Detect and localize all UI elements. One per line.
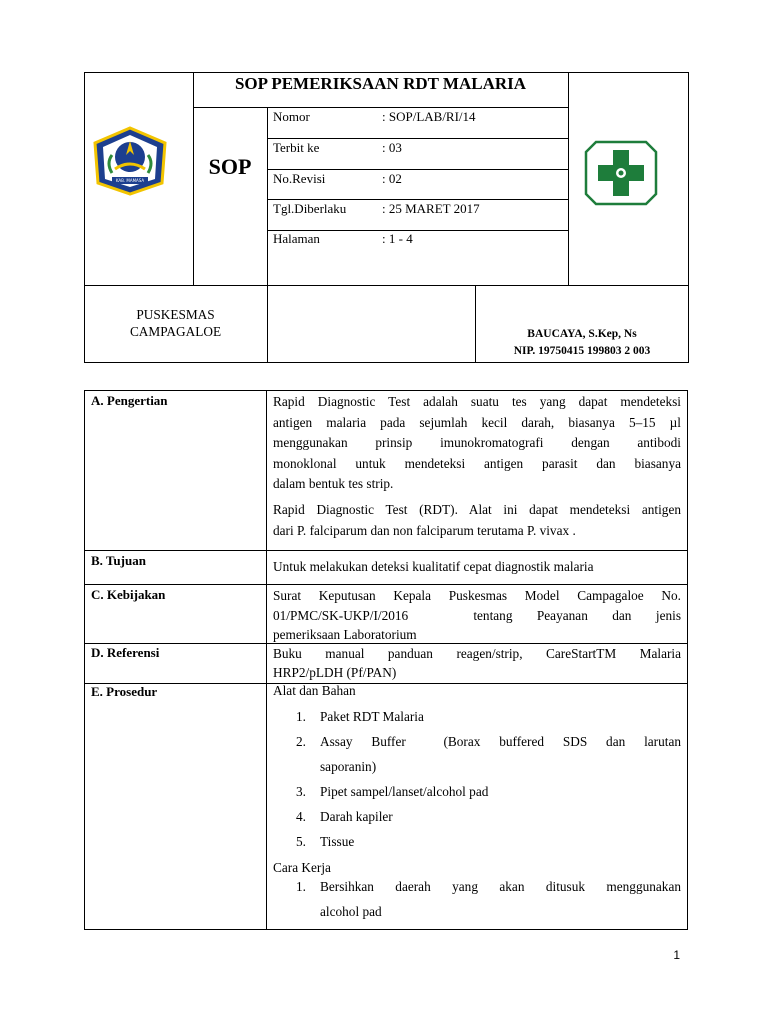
list-text-continued: alcohol pad [320, 904, 382, 919]
signer-name: BAUCAYA, S.Kep, Ns [527, 328, 637, 340]
text-line: Rapid Diagnostic Test adalah suatu tes yang dapat mendeteksi [273, 394, 681, 409]
list-text: Tissue [320, 834, 355, 849]
section-label-pengertian: A. Pengertian [91, 393, 168, 408]
meta-value-nomor: : SOP/LAB/RI/14 [382, 109, 476, 124]
divider [84, 285, 689, 286]
kebijakan-text [273, 586, 681, 645]
text-line: menggunakan prinsip imunokromatografi dengan antibodi [273, 435, 681, 450]
divider [267, 107, 268, 363]
referensi-text [273, 644, 681, 682]
meta-label-terbit: Terbit ke [273, 140, 320, 155]
emblem-text: KAB. MAMASA [115, 178, 145, 183]
divider [568, 72, 569, 285]
meta-value-terbit: : 03 [382, 140, 402, 155]
text-line: antigen malaria pada sejumlah kecil darah, biasanya 5–15 µl [273, 414, 681, 430]
text-line: Buku manual panduan reagen/strip, CareStartTM Malaria [273, 646, 681, 661]
list-number: 1. [296, 709, 306, 724]
section-label-tujuan: B. Tujuan [91, 553, 146, 568]
text-line: Rapid Diagnostic Test (RDT). Alat ini dapat mendeteksi antigen [273, 502, 681, 517]
page-number: 1 [673, 948, 680, 962]
list-text: Pipet sampel/lanset/alcohol pad [320, 784, 489, 799]
list-number: 1. [296, 879, 306, 894]
divider [267, 169, 568, 170]
signer-nip: NIP. 19750415 199803 2 003 [513, 345, 651, 357]
list-item [273, 782, 681, 807]
pengertian-paragraph-1 [273, 392, 681, 495]
meta-label-revisi: No.Revisi [273, 171, 326, 186]
meta-value-halaman: : 1 - 4 [382, 231, 413, 246]
page-title: SOP PEMERIKSAAN RDT MALARIA [234, 74, 527, 93]
list-number: 3. [296, 784, 306, 799]
list-item [273, 807, 681, 832]
alat-title: Alat dan Bahan [273, 683, 356, 698]
cara-title: Cara Kerja [273, 860, 331, 875]
text-line: 01/PMC/SK-UKP/I/2016 tentang Peayanan dan jenis [273, 607, 681, 623]
divider [84, 584, 688, 585]
list-text-continued: saporanin) [320, 759, 377, 774]
puskesmas-logo [584, 140, 658, 206]
list-number: 5. [296, 834, 306, 849]
text-line: monoklonal untuk mendeteksi antigen parasit dan biasanya [273, 455, 681, 471]
divider [193, 107, 568, 108]
list-text: Bersihkan daerah yang akan ditusuk menggunakan [320, 879, 681, 894]
section-label-referensi: D. Referensi [91, 645, 160, 660]
text-line: Surat Keputusan Kepala Puskesmas Model Campagaloe No. [273, 588, 681, 603]
cara-list [273, 877, 681, 927]
list-text: Assay Buffer (Borax buffered SDS dan larutan [320, 734, 681, 749]
tujuan-text: Untuk melakukan deteksi kualitatif cepat diagnostik malaria [273, 559, 594, 574]
meta-value-tgl: : 25 MARET 2017 [382, 201, 480, 216]
org-name-line2: CAMPAGALOE [129, 324, 222, 339]
list-number: 2. [296, 734, 306, 749]
meta-label-tgl: Tgl.Diberlaku [273, 201, 347, 216]
meta-label-halaman: Halaman [273, 231, 320, 246]
divider [84, 683, 688, 684]
list-number: 4. [296, 809, 306, 824]
text-line: HRP2/pLDH (Pf/PAN) [273, 665, 397, 680]
divider [84, 550, 688, 551]
sop-label: SOP [208, 154, 252, 179]
section-label-prosedur: E. Prosedur [91, 684, 158, 699]
list-item [273, 877, 681, 927]
list-text: Paket RDT Malaria [320, 709, 424, 724]
text-line: dalam bentuk tes strip. [273, 476, 394, 491]
pengertian-paragraph-2 [273, 500, 681, 541]
text-line: pemeriksaan Laboratorium [273, 627, 417, 642]
list-item [273, 832, 681, 857]
alat-list [273, 707, 681, 857]
divider [267, 138, 568, 139]
list-text: Darah kapiler [320, 809, 393, 824]
meta-value-revisi: : 02 [382, 171, 402, 186]
org-name-line1: PUSKESMAS [136, 307, 215, 322]
divider [266, 390, 267, 930]
list-item [273, 707, 681, 732]
divider [267, 199, 568, 200]
section-label-kebijakan: C. Kebijakan [91, 587, 166, 602]
list-item [273, 732, 681, 782]
regency-emblem-logo [90, 125, 170, 197]
meta-label-nomor: Nomor [273, 109, 310, 124]
text-line: dari P. falciparum dan non falciparum terutama P. vivax . [273, 522, 576, 538]
